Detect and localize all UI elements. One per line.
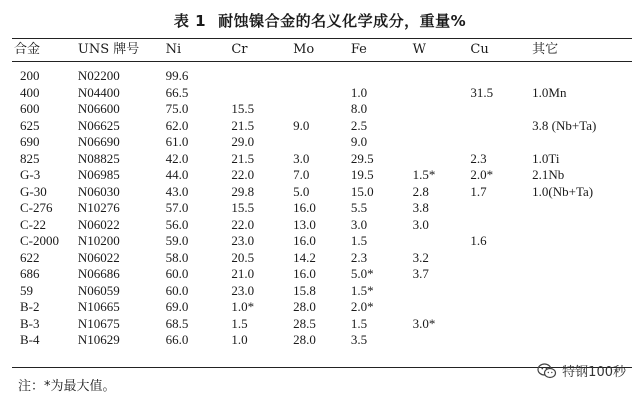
table-row [12,217,632,234]
cell-other [532,283,632,300]
table-row [12,85,632,102]
cell-fe: 1.0 [350,84,368,100]
cell-mo: 5.0 [293,183,310,199]
cell-other: 2.1Nb [532,167,565,183]
table-row [12,118,632,135]
footnote: 注：*为最大值。 [18,379,116,394]
cell-other: 3.8 (Nb+Ta) [532,117,597,133]
cell-mo [293,101,351,118]
cell-cr: 22.0 [231,216,255,232]
cell-cu [470,250,532,267]
cell-ni: 62.0 [165,117,189,133]
cell-fe: 8.0 [350,101,368,117]
cell-w [413,283,471,300]
cell-other: 1.0Mn [532,84,567,100]
table-body [12,62,632,368]
header-mo: Mo [293,39,351,62]
cell-fe: 3.0 [350,216,368,232]
cell-mo [293,85,351,102]
cell-mo: 7.0 [293,167,310,183]
watermark [537,361,626,380]
cell-w [413,134,471,151]
cell-mo: 14.2 [293,249,316,265]
cell-cr: 1.5 [231,315,248,331]
cell-uns: N10675 [77,315,120,331]
cell-uns: N06625 [77,117,120,133]
cell-uns: N06022 [77,249,120,265]
cell-ni: 66.0 [166,332,232,367]
cell-cr: 21.5 [231,150,255,166]
cell-mo: 16.0 [293,233,316,249]
table-row [12,184,632,201]
cell-mo: 16.0 [293,200,316,216]
cell-fe: 2.5 [350,117,368,133]
cell-cr: 21.0 [231,266,255,282]
cell-uns: N06686 [77,266,120,282]
cell-cu [470,266,532,283]
cell-other [532,316,632,333]
cell-uns: N10276 [77,200,120,216]
cell-w [413,233,471,250]
cell-cu: 2.0* [470,167,494,183]
cell-cr: 23.0 [231,233,255,249]
cell-alloy: 200 [20,68,40,84]
cell-fe [351,62,413,85]
header-w: W [413,39,471,62]
cell-uns: N02200 [77,68,120,84]
cell-w: 3.8 [412,200,429,216]
cell-other [532,200,632,217]
header-cu: Cu [470,39,532,62]
cell-mo: 15.8 [293,282,316,298]
cell-cu [470,118,532,135]
cell-other [532,62,632,85]
cell-cr: 1.0* [231,299,255,315]
table-row [12,250,632,267]
cell-mo: 28.0 [293,332,351,367]
cell-w [413,299,471,316]
cell-cu [470,283,532,300]
cell-w: 3.0 [412,216,429,232]
cell-other [532,134,632,151]
table-caption: 耐蚀镍合金的名义化学成分，重量% [218,12,467,30]
cell-mo [293,134,351,151]
cell-alloy: 400 [20,84,40,100]
table-row [12,316,632,333]
cell-uns: N06985 [77,167,120,183]
cell-ni: 60.0 [165,266,189,282]
cell-uns: N10629 [78,332,166,367]
cell-mo: 28.5 [293,315,316,331]
cell-alloy: 59 [20,282,33,298]
cell-ni: 58.0 [165,249,189,265]
cell-mo: 9.0 [293,117,310,133]
cell-alloy: 825 [20,150,40,166]
header-uns: UNS 牌号 [78,39,166,62]
cell-other [532,101,632,118]
cell-ni: 99.6 [165,68,189,84]
cell-cu [470,299,532,316]
cell-uns: N06030 [77,183,120,199]
cell-fe: 2.3 [350,249,368,265]
cell-other [532,250,632,267]
cell-w: 3.2 [412,249,429,265]
cell-ni: 66.5 [165,84,189,100]
cell-cr: 1.0 [231,332,293,367]
table-header-row [12,39,632,62]
table-title [0,10,640,31]
cell-ni: 69.0 [165,299,189,315]
cell-cu [470,217,532,234]
table-row [12,151,632,168]
watermark-text: 特钢100秒 [562,365,626,380]
cell-w: 2.8 [412,183,429,199]
table-row [12,134,632,151]
cell-cr: 23.0 [231,282,255,298]
cell-w [413,62,471,85]
cell-fe: 5.5 [350,200,368,216]
header-other: 其它 [532,39,632,62]
cell-other [532,266,632,283]
table-row [12,299,632,316]
table-row [12,266,632,283]
cell-ni: 68.5 [165,315,189,331]
cell-ni: 43.0 [165,183,189,199]
table-row [12,62,632,85]
cell-ni: 57.0 [165,200,189,216]
cell-alloy: 690 [20,134,40,150]
cell-cu [470,134,532,151]
cell-cu: 31.5 [470,84,494,100]
cell-w: 1.5* [412,167,436,183]
cell-uns: N10200 [77,233,120,249]
cell-mo: 28.0 [293,299,316,315]
table-row [12,101,632,118]
cell-cr: 29.0 [231,134,255,150]
cell-uns: N10665 [77,299,120,315]
table-row [12,167,632,184]
cell-cu [470,62,532,85]
table-row [12,200,632,217]
cell-alloy: C-2000 [20,233,59,249]
cell-alloy: C-276 [20,200,53,216]
cell-mo: 3.0 [293,150,310,166]
cell-other [532,299,632,316]
cell-w [413,332,471,367]
cell-cu [470,101,532,118]
cell-ni: 44.0 [165,167,189,183]
cell-ni: 75.0 [165,101,189,117]
cell-fe: 5.0* [350,266,374,282]
cell-other [532,233,632,250]
cell-cr: 29.8 [231,183,255,199]
cell-w: 3.0* [412,315,436,331]
table-number: 表 1 [173,12,207,30]
composition-table [12,38,632,368]
cell-cu: 1.6 [470,233,487,249]
cell-alloy: 622 [20,249,40,265]
cell-cr: 22.0 [231,167,255,183]
cell-mo: 16.0 [293,266,316,282]
cell-w: 3.7 [412,266,429,282]
cell-alloy: 686 [20,266,40,282]
cell-mo [293,62,351,85]
table-row [12,283,632,300]
cell-ni: 61.0 [165,134,189,150]
cell-cr: 20.5 [231,249,255,265]
cell-other: 1.0(Nb+Ta) [532,183,594,199]
cell-alloy: G-3 [20,167,41,183]
cell-w [413,101,471,118]
cell-alloy: C-22 [20,216,46,232]
cell-ni: 56.0 [165,216,189,232]
cell-uns: N06690 [77,134,120,150]
table-row [12,233,632,250]
header-ni: Ni [166,39,232,62]
cell-fe: 19.5 [350,167,374,183]
header-fe: Fe [351,39,413,62]
cell-cr: 15.5 [231,101,255,117]
cell-fe: 1.5* [350,282,374,298]
header-cr: Cr [231,39,293,62]
cell-w [413,118,471,135]
cell-uns: N06022 [77,216,120,232]
cell-fe: 1.5 [350,315,368,331]
cell-alloy: B-2 [20,299,40,315]
cell-other [532,217,632,234]
cell-fe: 29.5 [350,150,374,166]
cell-fe: 1.5 [350,233,368,249]
cell-uns: N06059 [77,282,120,298]
cell-fe: 15.0 [350,183,374,199]
cell-mo: 13.0 [293,216,316,232]
wechat-icon [537,363,557,379]
cell-other: 1.0Ti [532,150,560,166]
header-alloy: 合金 [12,39,78,62]
cell-alloy: B-4 [12,332,78,367]
cell-uns: N06600 [77,101,120,117]
cell-alloy: G-30 [20,183,47,199]
cell-cr [231,85,293,102]
cell-cu [470,332,532,367]
cell-alloy: 625 [20,117,40,133]
cell-w [413,85,471,102]
cell-uns: N08825 [77,150,120,166]
cell-alloy: 600 [20,101,40,117]
cell-fe: 9.0 [350,134,368,150]
cell-alloy: B-3 [20,315,40,331]
cell-uns: N04400 [77,84,120,100]
cell-ni: 59.0 [165,233,189,249]
cell-cu [470,200,532,217]
cell-ni: 42.0 [165,150,189,166]
cell-cr: 21.5 [231,117,255,133]
cell-cu [470,316,532,333]
cell-fe: 3.5 [351,332,413,367]
cell-fe: 2.0* [350,299,374,315]
cell-ni: 60.0 [165,282,189,298]
cell-cr [231,62,293,85]
cell-cu: 2.3 [470,150,487,166]
cell-cu: 1.7 [470,183,487,199]
cell-w [413,151,471,168]
cell-cr: 15.5 [231,200,255,216]
